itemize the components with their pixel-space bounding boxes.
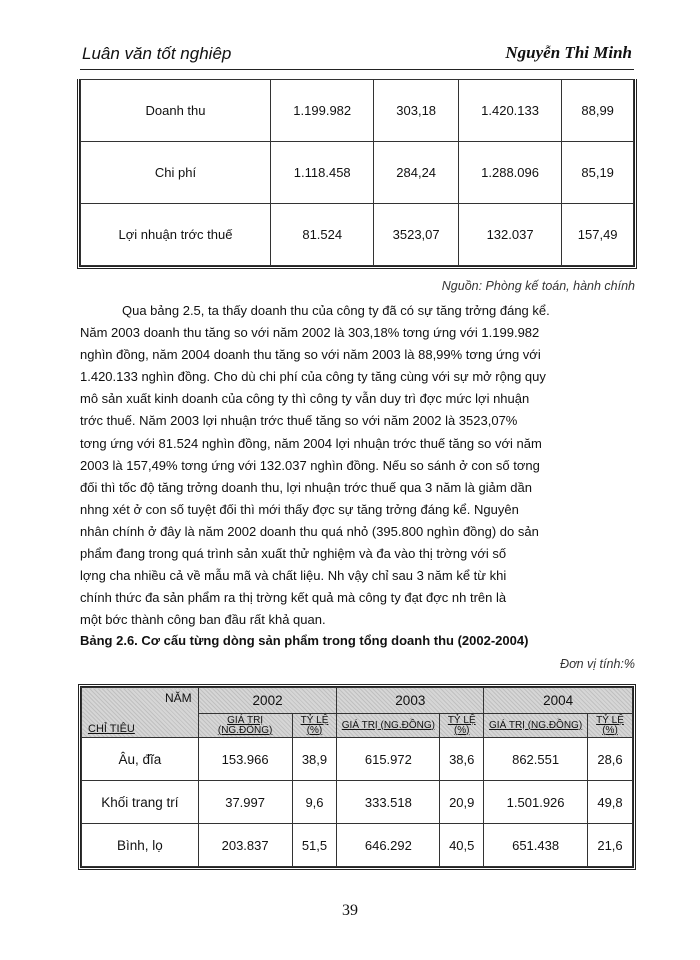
header-thesis-title: Luân văn tốt nghiêp	[82, 44, 232, 63]
header-year-label: NĂM	[165, 691, 192, 705]
revenue-growth-table	[77, 79, 637, 269]
table-cell: 49,8	[588, 781, 633, 824]
table-cell: 88,99	[562, 80, 634, 142]
paragraph-line: Năm 2003 doanh thu tăng so với năm 2002 là 303,18% tơng ứng với 1.199.982	[80, 325, 540, 341]
subheader-value: GIÁ TRỊ (NG.ĐỒNG)	[337, 714, 440, 738]
subheader-value: GIÁ TRỊ (NG.ĐỒNG)	[198, 714, 292, 738]
table-cell: 203.837	[198, 824, 292, 867]
table-row	[81, 204, 634, 266]
table-cell: 38,6	[440, 738, 484, 781]
table-cell: 615.972	[337, 738, 440, 781]
table-cell: 303,18	[374, 80, 458, 142]
header-year: 2002	[198, 688, 337, 714]
table-cell: 862.551	[484, 738, 588, 781]
table-row	[82, 781, 633, 824]
paragraph-line: phẩm đang trong quá trình sản xuất thử nghiệm và đa vào thị trờng với số	[80, 546, 507, 562]
paragraph-line: Qua bảng 2.5, ta thấy doanh thu của công ty đã có sự tăng trởng đáng kể.	[122, 303, 550, 318]
header-corner-cell	[82, 688, 199, 738]
subheader-ratio: TỶ LỆ (%)	[440, 714, 484, 738]
row-label: Chi phí	[81, 142, 271, 204]
header-year: 2003	[337, 688, 484, 714]
product-structure-table	[78, 684, 636, 870]
table-source-note: Nguồn: Phòng kế toán, hành chính	[441, 279, 635, 293]
paragraph-line: 1.420.133 nghìn đồng. Cho dù chi phí của công ty tăng cùng với sự mở rộng quy	[80, 369, 546, 385]
paragraph-line: đối thì tốc độ tăng trởng doanh thu, lợi nhuận trớc thuế qua 3 năm là giảm dần	[80, 479, 532, 495]
table-cell: 153.966	[198, 738, 292, 781]
row-label: Bình, lọ	[82, 824, 199, 867]
paragraph-line: lợng cha nhiều cả về mẫu mã và chất liệu. Nh vậy chỉ sau 3 năm kể từ khi	[80, 568, 507, 584]
header-indicator-label: CHỈ TIÊU	[88, 723, 135, 735]
paragraph-line: một bớc thành công ban đầu rất khả quan.	[80, 612, 326, 628]
table-row	[82, 738, 633, 781]
table-cell: 85,19	[562, 142, 634, 204]
unit-note: Đơn vị tính:%	[560, 657, 635, 671]
table-cell: 132.037	[458, 204, 561, 266]
table-cell: 38,9	[292, 738, 337, 781]
table-cell: 1.288.096	[458, 142, 561, 204]
subheader-value: GIÁ TRỊ (NG.ĐỒNG)	[484, 714, 588, 738]
table-cell: 333.518	[337, 781, 440, 824]
table-cell: 20,9	[440, 781, 484, 824]
paragraph-line: chính thức đa sản phẩm ra thị trờng kết quả mà công ty đạt đợc nh trên là	[80, 590, 507, 606]
table-cell: 1.501.926	[484, 781, 588, 824]
body-paragraph	[80, 300, 636, 631]
header-year: 2004	[484, 688, 633, 714]
table-cell: 81.524	[271, 204, 374, 266]
row-label: Lợi nhuận trớc thuế	[81, 204, 271, 266]
table-row	[81, 80, 634, 142]
paragraph-line: trớc thuế. Năm 2003 lợi nhuận trớc thuế tăng so với năm 2002 là 3523,07%	[80, 413, 518, 429]
table-row	[81, 142, 634, 204]
paragraph-line: nhng xét ở con số tuyệt đối thì mới thấy đợc sự tăng trởng đáng kể. Nguyên	[80, 501, 519, 517]
table-cell: 9,6	[292, 781, 337, 824]
paragraph-line: nghìn đồng, năm 2004 doanh thu tăng so với năm 2003 là 88,99% tơng ứng với	[80, 347, 541, 363]
paragraph-line: nhân chính ở đây là năm 2002 doanh thu quá nhỏ (395.800 nghìn đồng) do sản	[80, 523, 539, 539]
table-row	[82, 824, 633, 867]
page-number: 39	[342, 902, 358, 919]
table-caption: Bảng 2.6. Cơ cấu từng dòng sản phẩm trong tổng doanh thu (2002-2004)	[80, 633, 529, 648]
paragraph-line: tơng ứng với 81.524 nghìn đồng, năm 2004 lợi nhuận trớc thuế tăng so với năm	[80, 435, 542, 451]
paragraph-line: mô sản xuất kinh doanh của công ty thì công ty vẫn duy trì đợc mức lợi nhuận	[80, 391, 530, 407]
row-label: Âu, đĩa	[82, 738, 199, 781]
header-author-name: Nguyễn Thi Minh	[505, 43, 632, 62]
table-cell: 1.118.458	[271, 142, 374, 204]
paragraph-line: 2003 là 157,49% tơng ứng với 132.037 nghìn đồng. Nếu so sánh ở con số tơng	[80, 457, 540, 473]
subheader-ratio: TỶ LỆ (%)	[292, 714, 337, 738]
row-label: Doanh thu	[81, 80, 271, 142]
table-cell: 284,24	[374, 142, 458, 204]
table-cell: 21,6	[588, 824, 633, 867]
table-cell: 1.420.133	[458, 80, 561, 142]
table-cell: 3523,07	[374, 204, 458, 266]
table-cell: 1.199.982	[271, 80, 374, 142]
table-cell: 40,5	[440, 824, 484, 867]
table-cell: 51,5	[292, 824, 337, 867]
table-cell: 646.292	[337, 824, 440, 867]
table-header-row	[82, 688, 633, 714]
page-header	[80, 40, 634, 70]
table-cell: 157,49	[562, 204, 634, 266]
table-cell: 651.438	[484, 824, 588, 867]
row-label: Khối trang trí	[82, 781, 199, 824]
table-cell: 28,6	[588, 738, 633, 781]
table-cell: 37.997	[198, 781, 292, 824]
subheader-ratio: TỶ LỆ (%)	[588, 714, 633, 738]
